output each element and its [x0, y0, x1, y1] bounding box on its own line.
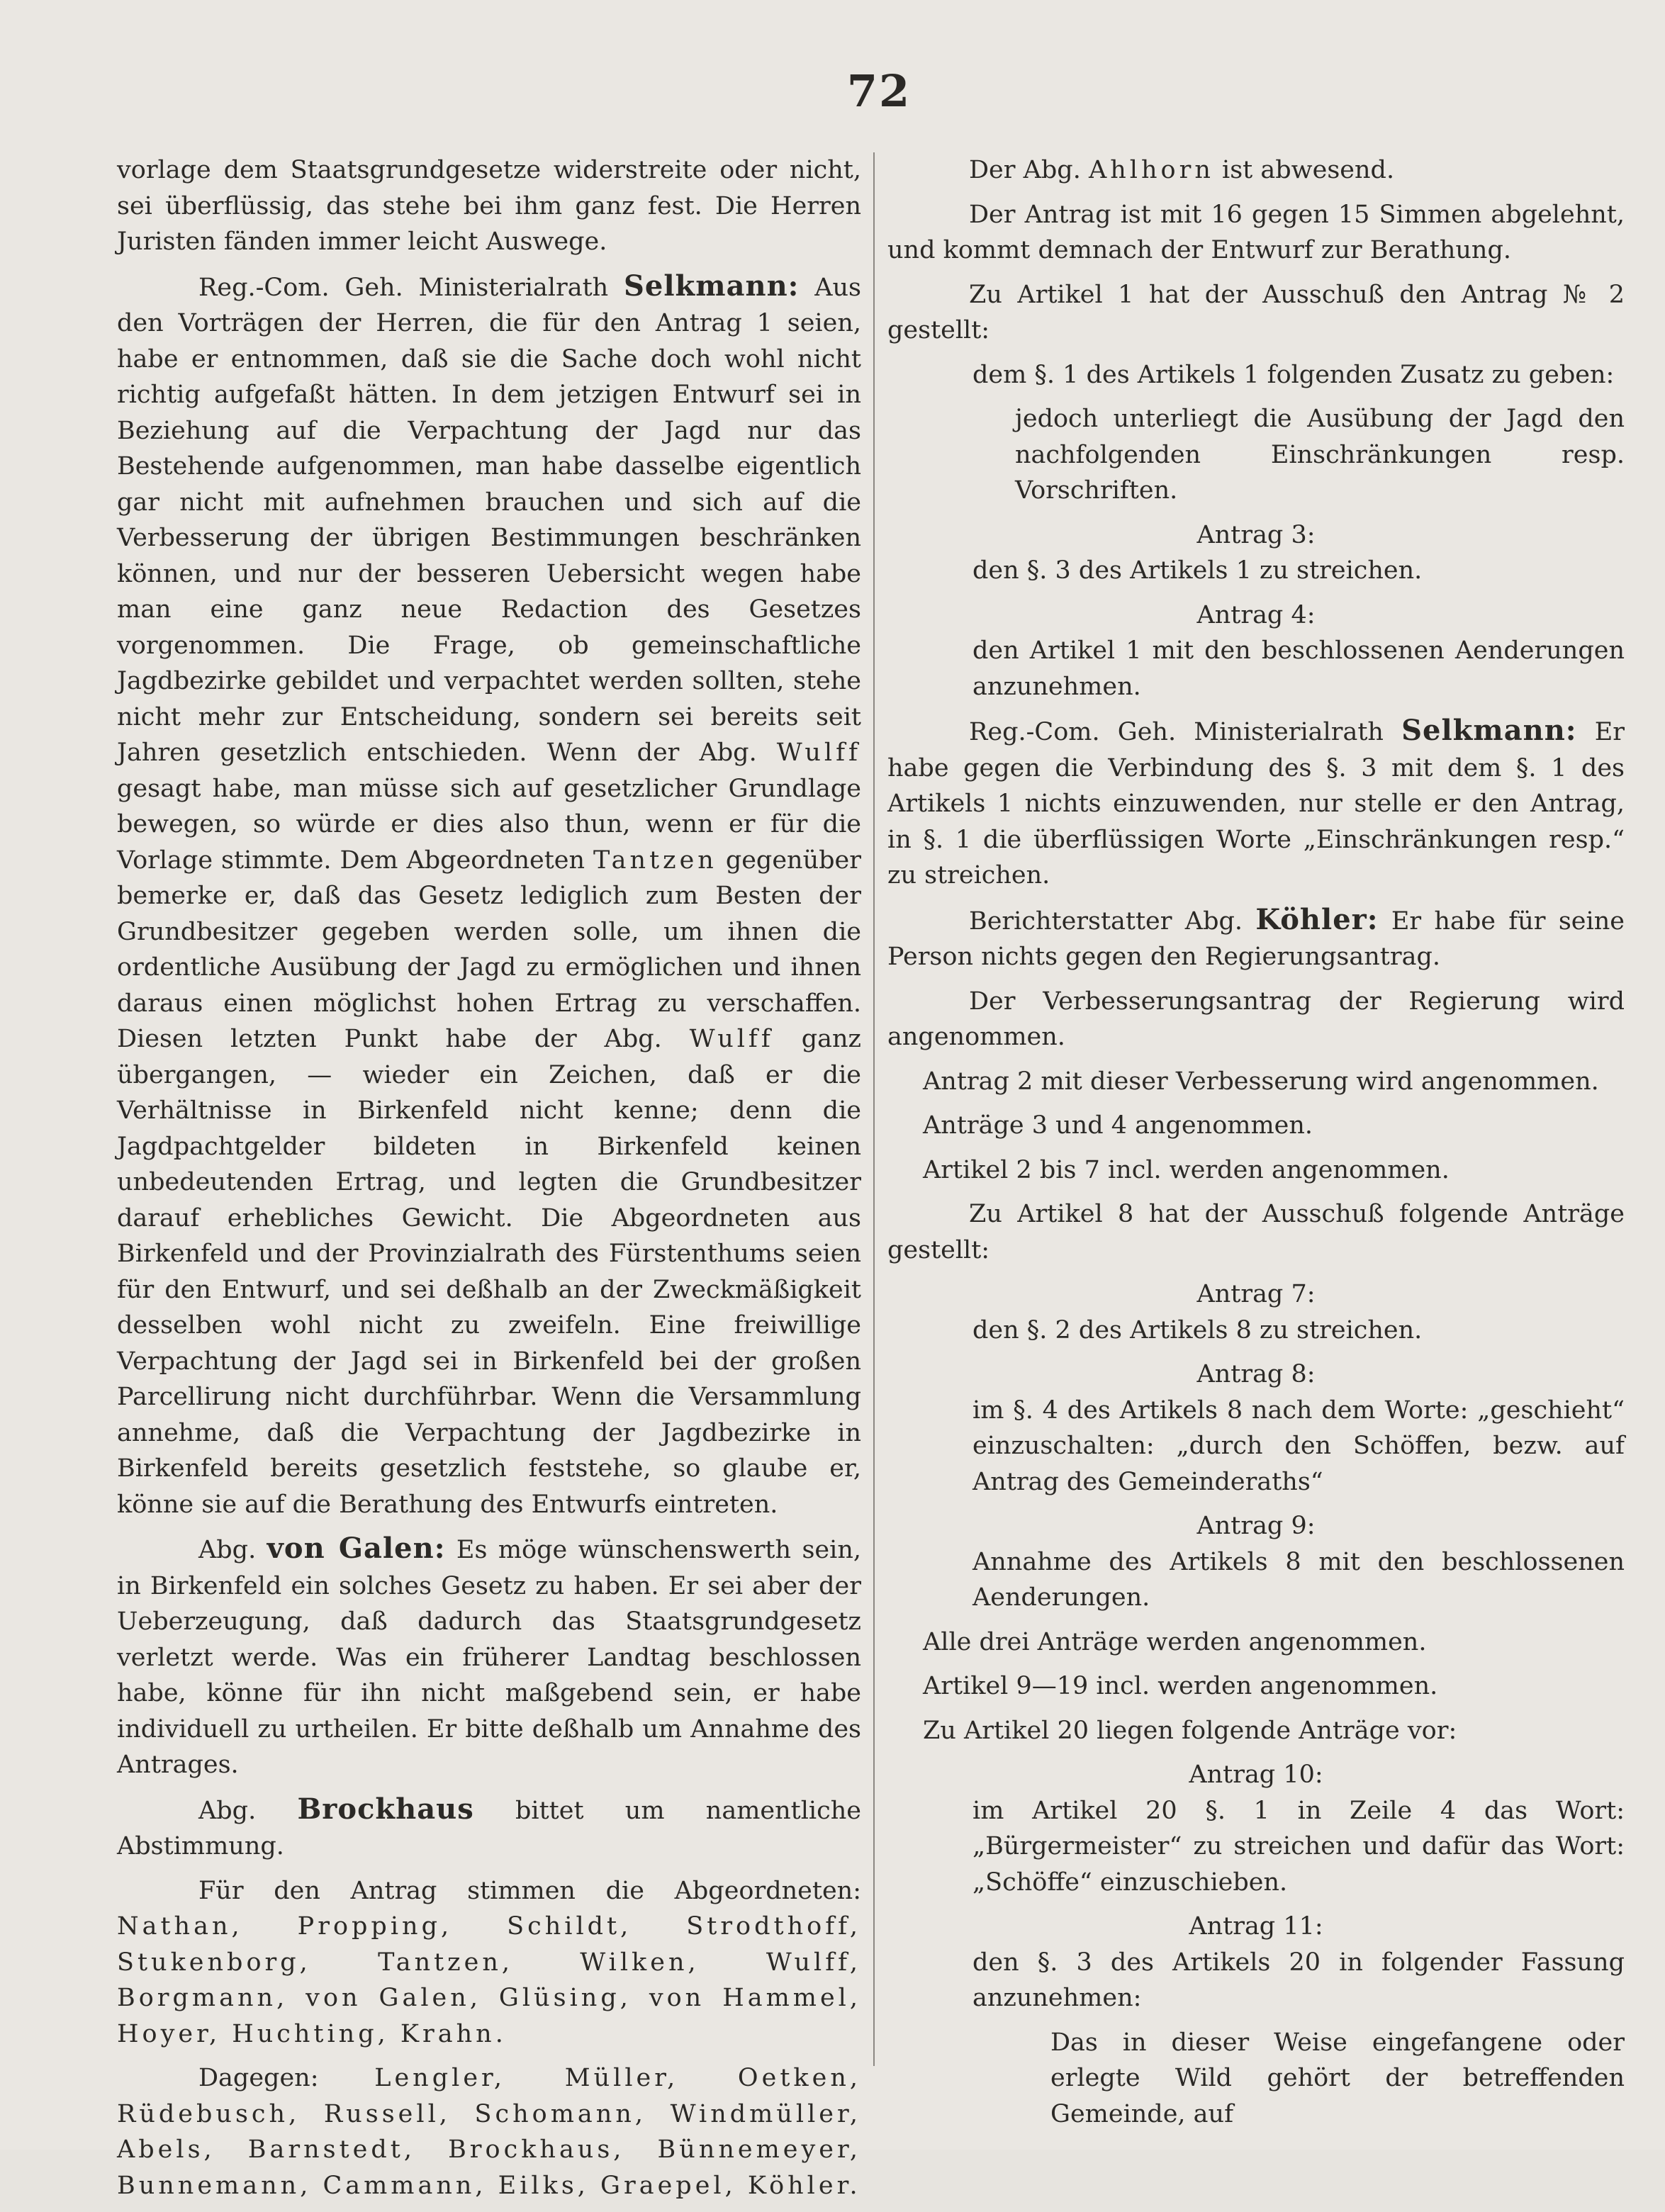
name-wulff: Wulff — [689, 1025, 774, 1053]
vote-intro: Dagegen: — [198, 2064, 319, 2092]
paragraph-selkmann-reply — [887, 713, 1625, 894]
paragraph-resolution: Anträge 3 und 4 angenommen. — [923, 1111, 1313, 1140]
antrag-heading: Antrag 7: — [1196, 1280, 1316, 1308]
paragraph-absent — [887, 152, 1625, 189]
speech-text: ganz übergangen, — wieder ein Zeichen, daß er die Verhältnisse in Birkenfeld nicht kenne; denn die Jagdpachtgelder bildeten in Birkenfeld keinen unbedeutenden Ertrag, und legten die Grundbesitzer darauf erhebliches Gewicht. Die Abgeordneten aus Birkenfeld und der Provinzialrath des Fürstenthums seien für den Entwurf, und sei deßhalb an der Zweckmäßigkeit desselben wohl nicht zu zweifeln. Eine freiwillige Verpachtung der Jagd sei in Birkenfeld bei der großen Parcellirung nicht durchführbar. Wenn die Versammlung annehme, daß die Verpachtung der Jagdbezirke in Birkenfeld bereits gesetzlich feststehe, so glaube er, könne sie auf die Berathung des Entwurfs eintreten. — [117, 1025, 861, 1519]
paragraph-proposal-text: jedoch unterliegt die Ausübung der Jagd den nachfolgenden Einschränkungen resp. Vorschriften. — [1015, 405, 1625, 505]
name-wulff: Wulff — [776, 739, 861, 767]
text: Der Abg. — [969, 156, 1081, 184]
right-column — [887, 152, 1625, 2140]
antrag-heading: Antrag 10: — [1189, 1761, 1323, 1789]
antrag-heading: Antrag 4: — [1196, 600, 1316, 629]
speaker-title: Reg.-Com. Geh. Ministerialrath — [198, 273, 609, 302]
paragraph-brockhaus — [117, 1792, 861, 1865]
paragraph-resolution: Alle drei Anträge werden angenommen. — [923, 1627, 1427, 1656]
speaker-name: Brockhaus — [297, 1792, 474, 1826]
paragraph-resolution: Artikel 9—19 incl. werden angenommen. — [923, 1672, 1438, 1700]
speaker-title: Abg. — [198, 1796, 257, 1825]
antrag-text: Annahme des Artikels 8 mit den beschlossenen Aenderungen. — [972, 1547, 1625, 1612]
antrag-heading: Antrag 8: — [1196, 1360, 1316, 1388]
paragraph-resolution: Der Verbesserungsantrag der Regierung wird angenommen. — [887, 987, 1625, 1051]
antrag-text: im Artikel 20 §. 1 in Zeile 4 das Wort: „Bürgermeister“ zu streichen und dafür das Wort: „Schöffe“ einzuschieben. — [972, 1796, 1625, 1897]
antrag-heading: Antrag 11: — [1189, 1912, 1323, 1941]
speech-text: Er habe gegen die Verbindung des §. 3 mit dem §. 1 des Artikels 1 nichts einzuwenden, nur stelle er den Antrag, in §. 1 die überflüssigen Worte „Einschränkungen resp.“ zu streichen. — [887, 718, 1625, 889]
paragraph-vote-result: Der Antrag ist mit 16 gegen 15 Simmen abgelehnt, und kommt demnach der Entwurf zur Berathung. — [887, 200, 1625, 264]
speaker-name: von Galen: — [267, 1532, 446, 1565]
antrag-heading: Antrag 3: — [1196, 520, 1316, 549]
left-column — [117, 152, 861, 2212]
paragraph-article8: Zu Artikel 8 hat der Ausschuß folgende Anträge gestellt: — [887, 1200, 1625, 1264]
antrag-text: den Artikel 1 mit den beschlossenen Aenderungen anzunehmen. — [972, 636, 1625, 701]
paragraph-resolution: Artikel 2 bis 7 incl. werden angenommen. — [923, 1155, 1450, 1184]
speaker-title: Reg.-Com. Geh. Ministerialrath — [969, 718, 1384, 746]
paragraph-article20: Zu Artikel 20 liegen folgende Anträge vor: — [923, 1716, 1457, 1745]
speech-text: Aus den Vorträgen der Herren, die für den Antrag 1 seien, habe er entnommen, daß sie die Sache doch wohl nicht richtig aufgefaßt hätten. In dem jetzigen Entwurf sei in Beziehung auf die Verpachtung der Jagd nur das Bestehende aufgenommen, man habe dasselbe eigentlich gar nicht mit aufnehmen brauchen und sich auf die Verbesserung der übrigen Bestimmungen beschränken können, und nur der besseren Uebersicht wegen habe man eine ganz neue Redaction des Gesetzes vorgenommen. Die Frage, ob gemeinschaftliche Jagdbezirke gebildet und verpachtet werden sollten, stehe nicht mehr zur Entscheidung, sondern sei bereits seit Jahren gesetzlich entschieden. Wenn der Abg. — [117, 273, 861, 767]
speaker-title: Abg. — [198, 1536, 257, 1564]
paragraph-article1: Zu Artikel 1 hat der Ausschuß den Antrag № 2 gestellt: — [887, 280, 1625, 344]
speech-text: gesagt habe, man müsse sich auf gesetzlicher Grundlage bewegen, so würde er dies also thun, wenn er für die Vorlage stimmte. Dem Abgeordneten — [117, 774, 861, 875]
paragraph-proposal: dem §. 1 des Artikels 1 folgenden Zusatz zu geben: — [972, 360, 1615, 389]
speaker-name: Selkmann: — [624, 269, 800, 303]
speech-text: bittet um namentliche Abstimmung. — [117, 1796, 861, 1860]
paragraph-koehler — [887, 902, 1625, 975]
antrag-text: den §. 3 des Artikels 20 in folgender Fassung anzunehmen: — [972, 1948, 1625, 2012]
name-ahlhorn: Ahlhorn — [1088, 156, 1214, 184]
paragraph-continuation: vorlage dem Staatsgrundgesetze widerstreite oder nicht, sei überflüssig, das stehe bei ihm ganz fest. Die Herren Juristen fänden immer leicht Auswege. — [117, 156, 861, 256]
vote-names: Nathan, Propping, Schildt, Strodthoff, Stukenborg, Tantzen, Wilken, Wulff, Borgmann, von Galen, Glüsing, von Hammel, Hoyer, Huchting, Krahn. — [117, 1912, 861, 2048]
speech-text: gegenüber bemerke er, daß das Gesetz lediglich zum Besten der Grundbesitzer gegeben werden solle, um ihnen die ordentliche Ausübung der Jagd zu ermöglichen und ihnen daraus einen möglichst hohen Ertrag zu verschaffen. Diesen letzten Punkt habe der Abg. — [117, 846, 861, 1053]
vote-against-list — [117, 2060, 861, 2203]
vote-intro: Für den Antrag stimmen die Abgeordneten: — [198, 1876, 861, 1905]
antrag-text: im §. 4 des Artikels 8 nach dem Worte: „geschieht“ einzuschalten: „durch den Schöffen, bezw. auf Antrag des Gemeinderaths“ — [972, 1396, 1625, 1496]
page-number: 72 — [846, 65, 912, 117]
antrag-heading: Antrag 9: — [1196, 1512, 1316, 1540]
paragraph-resolution: Antrag 2 mit dieser Verbesserung wird angenommen. — [923, 1067, 1599, 1096]
column-divider — [873, 152, 875, 2066]
antrag-quote: Das in dieser Weise eingefangene oder erlegte Wild gehört der betreffenden Gemeinde, auf — [1050, 2028, 1625, 2128]
paragraph-selkmann-speech — [117, 269, 861, 1523]
text: ist abwesend. — [1222, 156, 1395, 184]
vote-for-list — [117, 1873, 861, 2053]
name-tantzen: Tantzen — [593, 846, 717, 875]
antrag-text: den §. 2 des Artikels 8 zu streichen. — [972, 1315, 1423, 1344]
speech-text: Es möge wünschenswerth sein, in Birkenfeld ein solches Gesetz zu haben. Er sei aber der Ueberzeugung, daß dadurch das Staatsgrundgesetz verletzt werde. Was ein früherer Landtag beschlossen habe, könne für ihn nicht maßgebend sein, er habe individuell zu urtheilen. Er bitte deßhalb um Annahme des Antrages. — [117, 1536, 861, 1779]
speaker-name: Köhler: — [1255, 902, 1379, 936]
vote-names: Lengler, Müller, Oetken, Rüdebusch, Russell, Schomann, Windmüller, Abels, Barnstedt, Brockhaus, Bünnemeyer, Bunnemann, Cammann, Eilks, Graepel, Köhler. — [117, 2064, 861, 2200]
speech-text: Er habe für seine Person nichts gegen den Regierungsantrag. — [887, 906, 1625, 971]
antrag-text: den §. 3 des Artikels 1 zu streichen. — [972, 556, 1423, 585]
paragraph-galen-speech — [117, 1531, 861, 1783]
speaker-name: Selkmann: — [1401, 714, 1577, 747]
speaker-title: Berichterstatter Abg. — [969, 906, 1243, 936]
